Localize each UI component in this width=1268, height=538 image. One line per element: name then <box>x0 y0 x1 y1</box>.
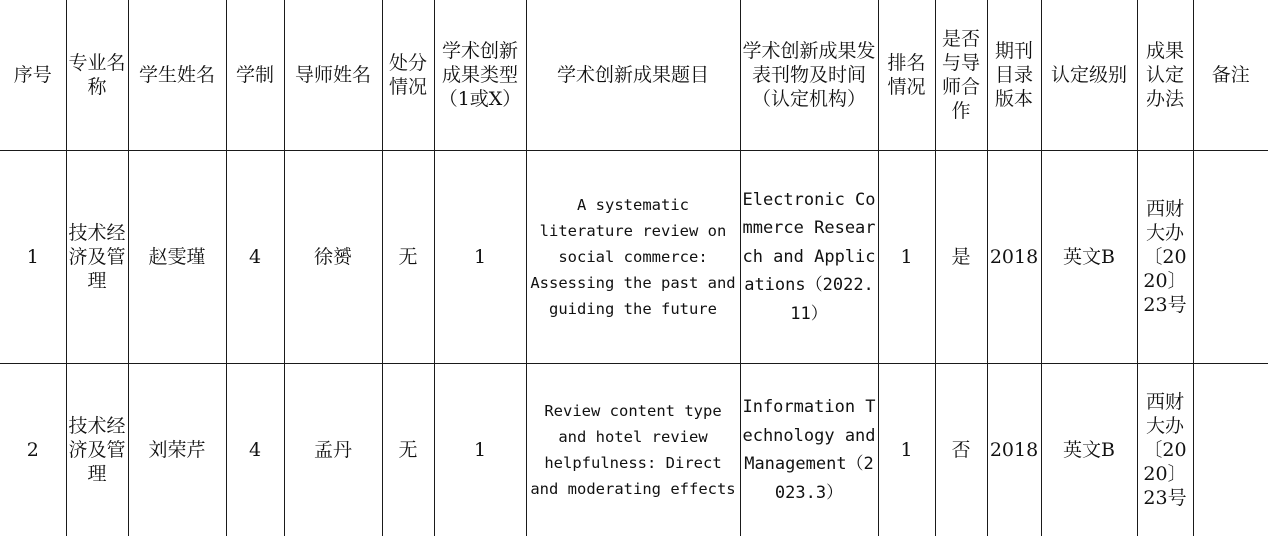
cell-catalog: 2018 <box>987 364 1041 537</box>
cell-index: 2 <box>0 364 66 537</box>
header-student: 学生姓名 <box>128 0 226 151</box>
cell-level: 英文B <box>1041 364 1137 537</box>
cell-student: 刘荣芹 <box>128 364 226 537</box>
cell-type: 1 <box>434 151 526 364</box>
header-rank: 排名情况 <box>878 0 935 151</box>
cell-rank: 1 <box>878 151 935 364</box>
table-row <box>0 364 1268 537</box>
header-duration: 学制 <box>226 0 284 151</box>
cell-rank: 1 <box>878 364 935 537</box>
header-title: 学术创新成果题目 <box>526 0 740 151</box>
cell-type: 1 <box>434 364 526 537</box>
cell-coop: 否 <box>935 364 987 537</box>
header-type: 学术创新成果类型（1或X） <box>434 0 526 151</box>
cell-journal: Information Technology and Management（2023.3） <box>740 364 878 537</box>
cell-method: 西财大办〔2020〕23号 <box>1137 364 1193 537</box>
header-coop: 是否与导师合作 <box>935 0 987 151</box>
table-row <box>0 151 1268 364</box>
cell-title: A systematic literature review on social commerce: Assessing the past and guiding the future <box>526 151 740 364</box>
cell-method: 西财大办〔2020〕23号 <box>1137 151 1193 364</box>
header-row <box>0 0 1268 151</box>
cell-catalog: 2018 <box>987 151 1041 364</box>
cell-duration: 4 <box>226 151 284 364</box>
cell-note <box>1193 151 1268 364</box>
cell-note <box>1193 364 1268 537</box>
cell-coop: 是 <box>935 151 987 364</box>
cell-penalty: 无 <box>382 364 434 537</box>
header-major: 专业名称 <box>66 0 128 151</box>
header-level: 认定级别 <box>1041 0 1137 151</box>
cell-penalty: 无 <box>382 151 434 364</box>
cell-index: 1 <box>0 151 66 364</box>
cell-major: 技术经济及管理 <box>66 364 128 537</box>
cell-advisor: 孟丹 <box>284 364 382 537</box>
header-index: 序号 <box>0 0 66 151</box>
header-advisor: 导师姓名 <box>284 0 382 151</box>
cell-title: Review content type and hotel review helpfulness: Direct and moderating effects <box>526 364 740 537</box>
cell-major: 技术经济及管理 <box>66 151 128 364</box>
cell-advisor: 徐赟 <box>284 151 382 364</box>
cell-student: 赵雯瑾 <box>128 151 226 364</box>
cell-level: 英文B <box>1041 151 1137 364</box>
header-penalty: 处分情况 <box>382 0 434 151</box>
header-note: 备注 <box>1193 0 1268 151</box>
header-catalog: 期刊目录版本 <box>987 0 1041 151</box>
cell-duration: 4 <box>226 364 284 537</box>
header-journal: 学术创新成果发表刊物及时间（认定机构） <box>740 0 878 151</box>
cell-journal: Electronic Commerce Research and Applications（2022.11） <box>740 151 878 364</box>
header-method: 成果认定办法 <box>1137 0 1193 151</box>
